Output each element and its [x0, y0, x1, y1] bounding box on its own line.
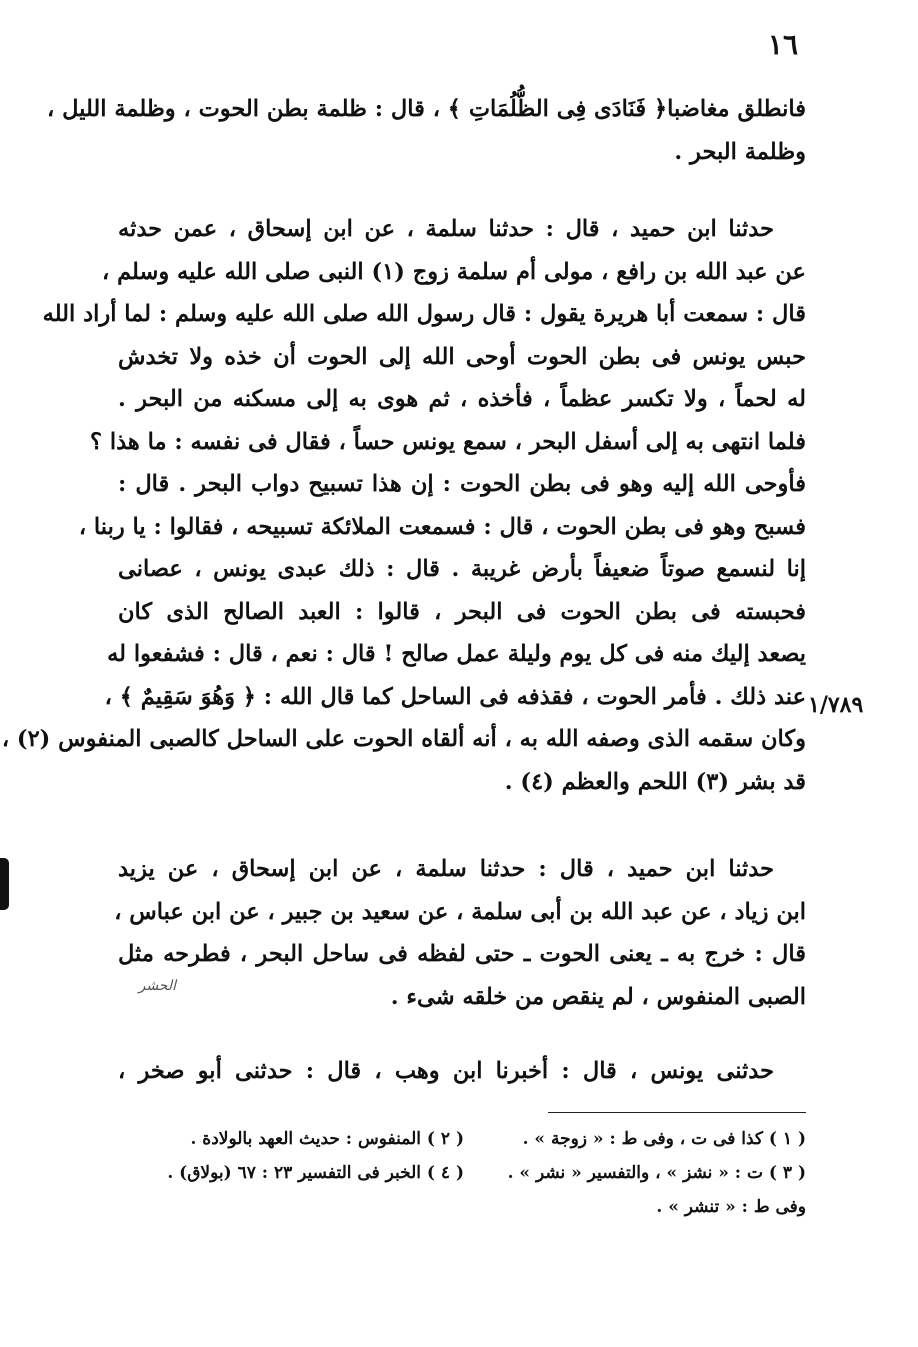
footnote-row [118, 1122, 806, 1156]
text-line: حدثنى يونس ، قال : أخبرنا ابن وهب ، قال : حدثنى أبو صخر ، [118, 1058, 774, 1084]
text-line: الصبى المنفوس ، لم ينقص من خلقه شىء . [390, 983, 806, 1010]
footnotes [118, 1122, 806, 1224]
text-line: قال : سمعت أبا هريرة يقول : قال رسول الله صلى الله عليه وسلم : لما أراد الله [42, 301, 806, 327]
text-line: حبس يونس فى بطن الحوت أوحى الله إلى الحوت أن خذه ولا تخدش [118, 343, 806, 370]
footnote: ( ٣ ) ت : « نشز » ، والتفسير « نشر » . [507, 1163, 806, 1183]
footnote-row [118, 1156, 806, 1190]
text-line: فحبسته فى بطن الحوت فى البحر ، قالوا : العبد الصالح الذى كان [118, 598, 806, 625]
text-line: فلما انتهى به إلى أسفل البحر ، سمع يونس حساً ، فقال فى نفسه : ما هذا ؟ [90, 428, 806, 455]
text-line: قد بشر (٣) اللحم والعظم (٤) . [504, 768, 806, 795]
text-line: فانطلق مغاضبا﴿ فَنَادَى فِى الظُّلُمَاتِ ﴾ ، قال : ظلمة بطن الحوت ، وظلمة الليل ، [47, 96, 806, 122]
text-line: يصعد إليك منه فى كل يوم وليلة عمل صالح ! قال : نعم ، قال : فشفعوا له [107, 641, 806, 667]
text-line: قال : خرج به ـ يعنى الحوت ـ حتى لفظه فى ساحل البحر ، فطرحه مثل [118, 941, 806, 967]
paragraph-3 [114, 848, 806, 1018]
footnote: ( ٢ ) المنفوس : حديث العهد بالولادة . [190, 1129, 464, 1149]
text-line: له لحماً ، ولا تكسر عظماً ، فأخذه ، ثم هوى به إلى مسكنه من البحر . [118, 386, 806, 412]
binding-mark [0, 858, 9, 910]
text-line: عند ذلك . فأمر الحوت ، فقذفه فى الساحل كما قال الله : ﴿ وَهُوَ سَقِيمٌ ﴾ ، [104, 683, 806, 710]
page-number: ١٦ [767, 28, 798, 61]
footnote: ( ٤ ) الخبر فى التفسير ٢٣ : ٦٧ (بولاق) . [167, 1163, 464, 1183]
text-line: إنا لنسمع صوتاً ضعيفاً بأرض غريبة . قال : ذلك عبدى يونس ، عصانى [118, 556, 806, 582]
footnote: ( ١ ) كذا فى ت ، وفى ط : « زوجة » . [522, 1129, 806, 1149]
footnote-divider [548, 1112, 806, 1113]
paragraph-2 [1, 208, 806, 803]
footnote: وفى ط : « تنشر » . [656, 1197, 806, 1217]
margin-reference: ١/٧٨٩ [808, 692, 864, 718]
paragraph-4 [118, 1050, 806, 1093]
text-line: وظلمة البحر . [674, 138, 806, 165]
text-line: فأوحى الله إليه وهو فى بطن الحوت : إن هذا تسبيح دواب البحر . قال : [118, 471, 806, 497]
text-line: ابن زياد ، عن عبد الله بن أبى سلمة ، عن سعيد بن جبير ، عن ابن عباس ، [114, 898, 806, 925]
footnote [164, 1190, 464, 1224]
text-line: عن عبد الله بن رافع ، مولى أم سلمة زوج (١) النبى صلى الله عليه وسلم ، [101, 258, 806, 285]
footnote-row [118, 1190, 806, 1224]
text-line: وكان سقمه الذى وصفه الله به ، أنه ألقاه الحوت على الساحل كالصبى المنفوس (٢) ، [1, 726, 806, 752]
handwritten-note: الحشر [138, 978, 176, 994]
text-line: حدثنا ابن حميد ، قال : حدثنا سلمة ، عن ابن إسحاق ، عن يزيد [118, 856, 774, 882]
paragraph-1 [47, 88, 806, 173]
text-line: فسبح وهو فى بطن الحوت ، قال : فسمعت الملائكة تسبيحه ، فقالوا : يا ربنا ، [78, 513, 806, 540]
text-line: حدثنا ابن حميد ، قال : حدثنا سلمة ، عن ابن إسحاق ، عمن حدثه [118, 216, 774, 242]
